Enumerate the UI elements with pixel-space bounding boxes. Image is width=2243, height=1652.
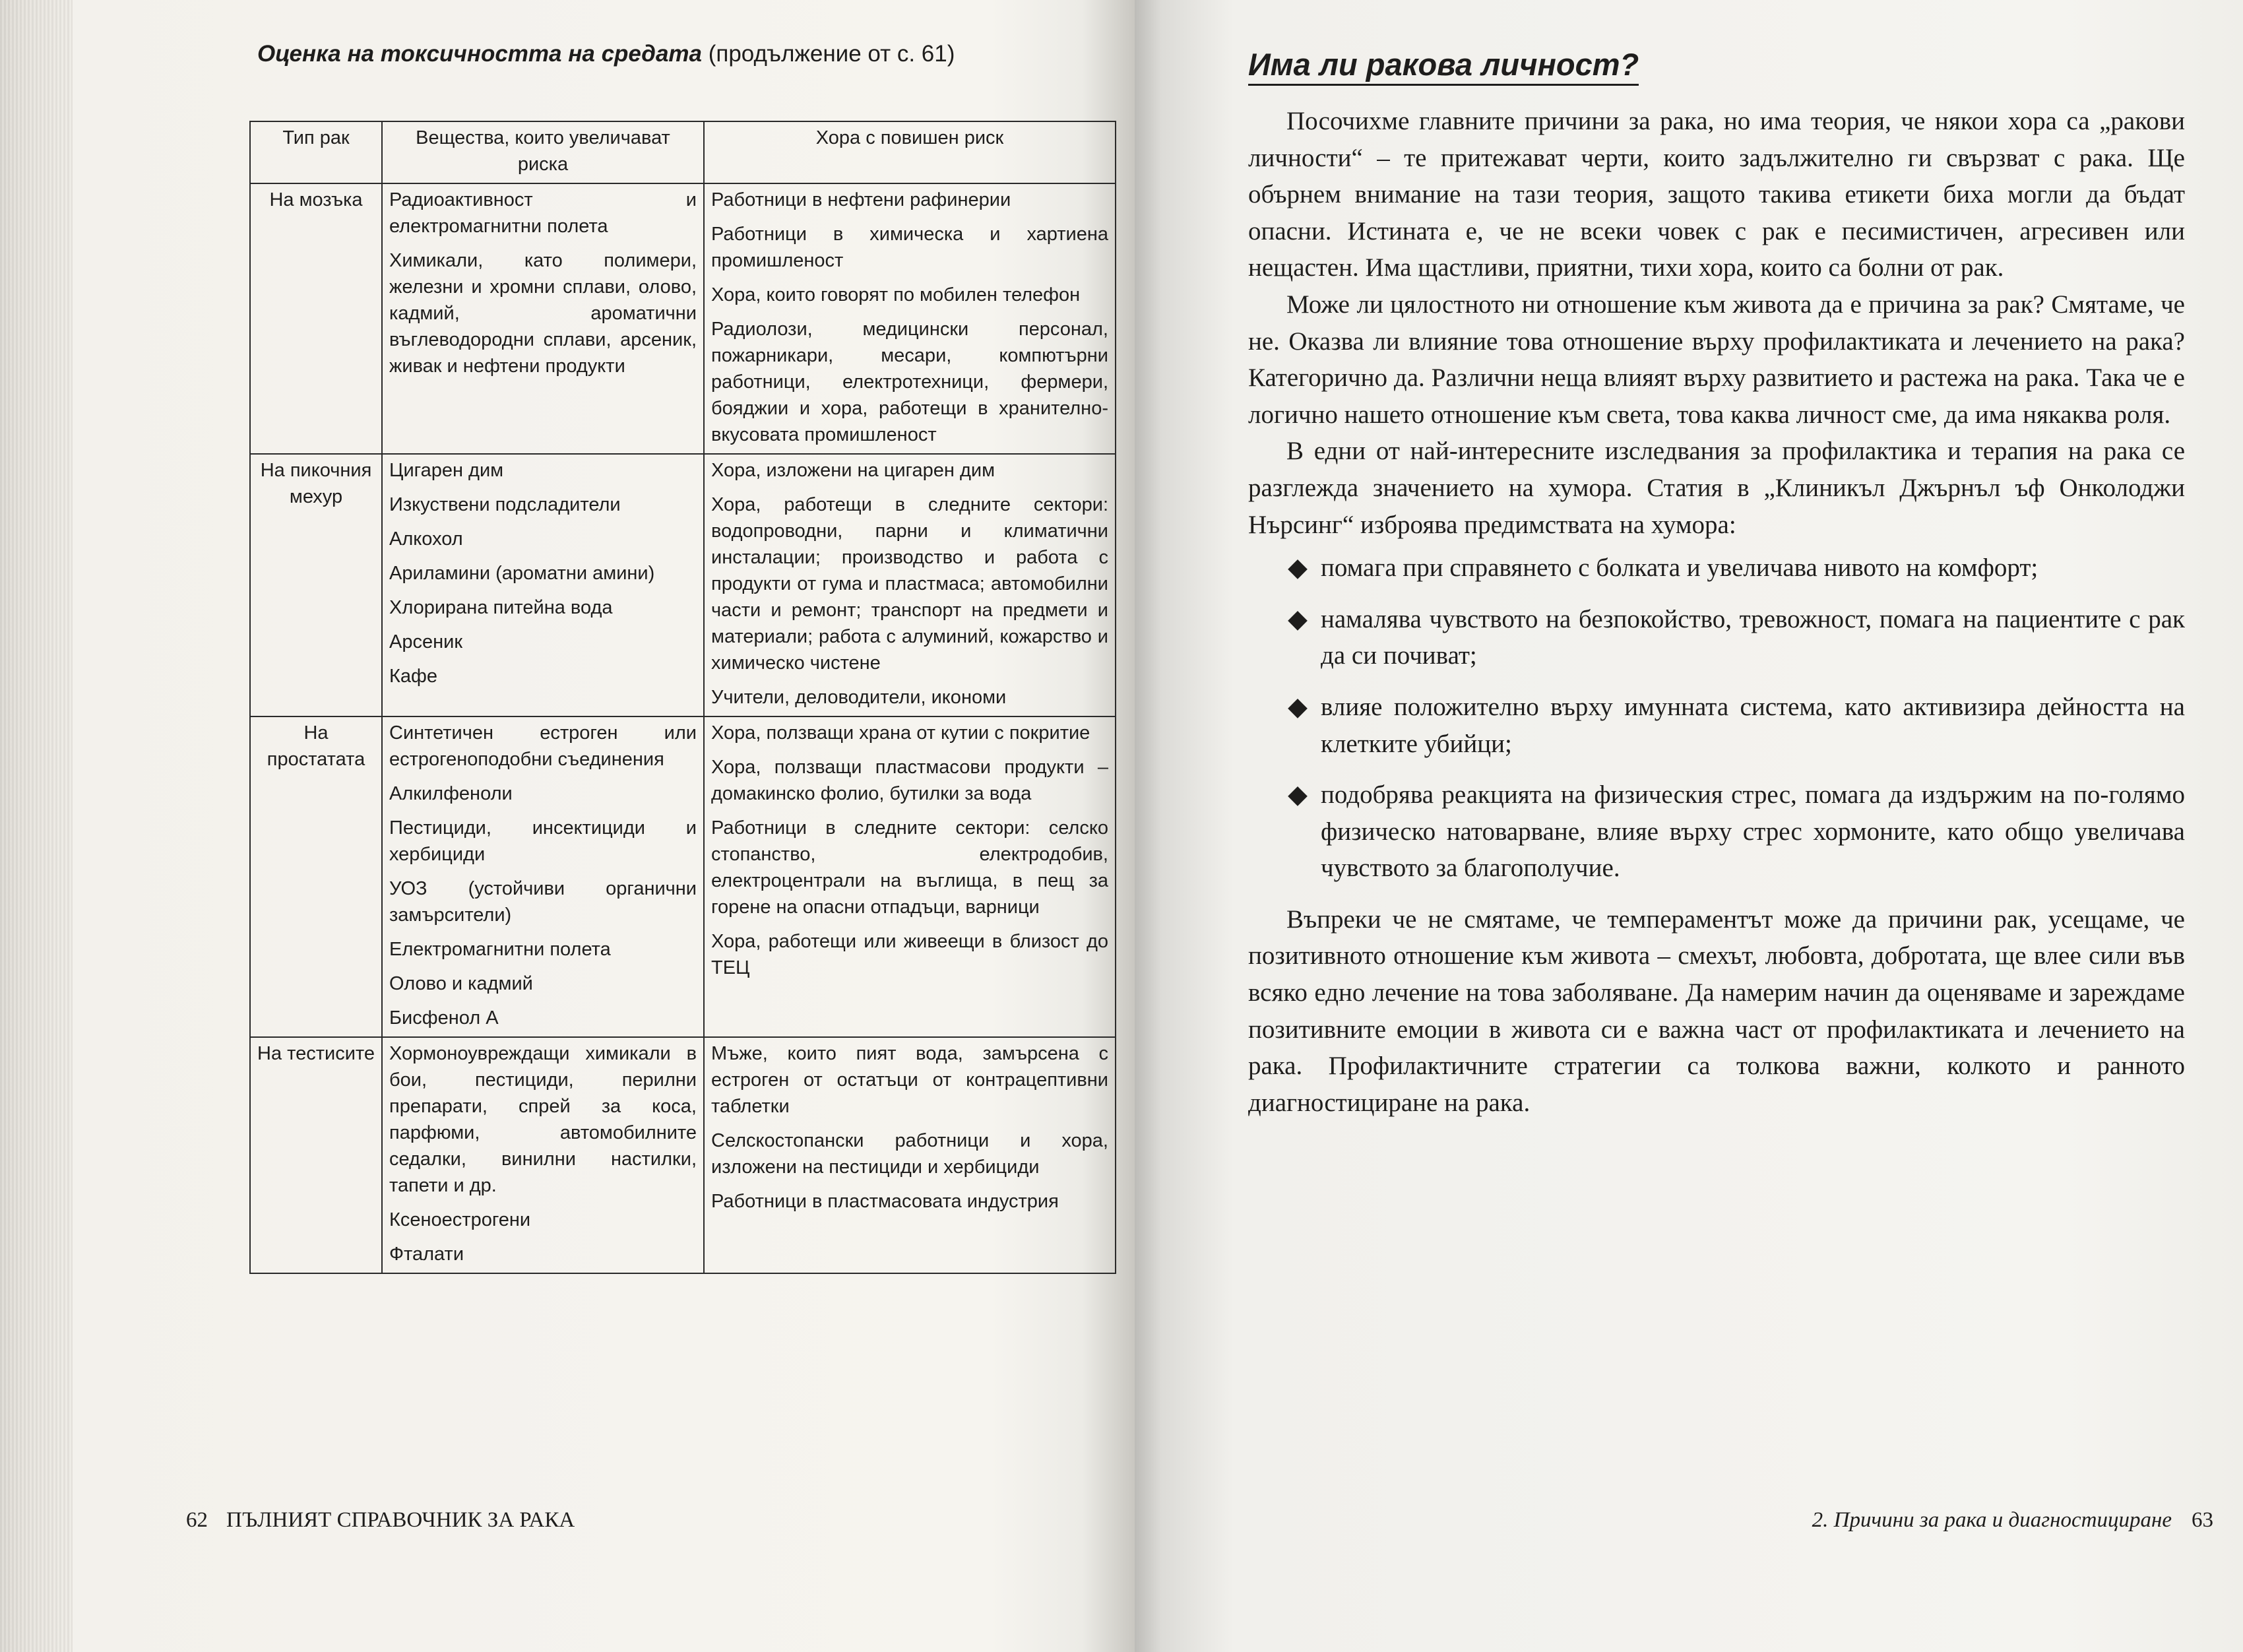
bullet-icon: ◆ [1288, 780, 1308, 810]
people-item: Радиолози, медицински персонал, пожарникари, месари, компютърни работници, електротехници, фермери, бояджии и хора, работещи в хранително-вкусовата промишленост [711, 319, 1108, 445]
substance-item: Изкуствени подсладители [389, 494, 621, 515]
cancer-type-cell: На мозъка [250, 183, 382, 454]
right-footer [1812, 1508, 2213, 1533]
substance-item: Алкилфеноли [389, 783, 513, 804]
substance-item: Хлорирана питейна вода [389, 597, 613, 618]
cancer-type-cell: На простатата [250, 716, 382, 1037]
right-page-number: 63 [2192, 1508, 2213, 1532]
toxicity-table [249, 121, 1116, 1274]
people-item: Хора, ползващи пластмасови продукти – домакинско фолио, бутилки за вода [711, 757, 1108, 804]
substance-item: Фталати [389, 1244, 464, 1265]
list-item [1248, 777, 2185, 887]
paragraph: Може ли цялостното ни отношение към живота да е причина за рак? Смятаме, че не. Оказва ли влияние това отношение върху профилактиката и лечението на рака? Категорично да. Различни неща влияят върху развитието и растежа на рака. Така че е логично нашето отношение към света, това каква личност сме, да има някаква роля. [1248, 290, 2185, 429]
paragraph: В едни от най-интересните изследвания за профилактика и терапия на рака се разглежда значението на хумора. Статия в „Клиникъл Джърнъл ъф Онколоджи Нърсинг“ изброява предимствата на хумора: [1248, 437, 2185, 539]
list-item [1248, 550, 2185, 587]
header-people: Хора с повишен риск [704, 121, 1116, 183]
substances-cell [382, 1037, 704, 1273]
substance-item: Ксеноестрогени [389, 1209, 531, 1230]
running-title-bold: Оценка на токсичността на средата [257, 41, 702, 67]
substance-item: Олово и кадмий [389, 973, 533, 994]
substance-item: Пестициди, инсектициди и хербициди [389, 817, 697, 865]
people-cell [704, 454, 1116, 716]
bullet-icon: ◆ [1288, 692, 1308, 721]
people-item: Работници в пластмасовата индустрия [711, 1191, 1059, 1212]
table-header-row [250, 121, 1116, 183]
people-item: Учители, деловодители, икономи [711, 687, 1007, 708]
people-item: Работници в химическа и хартиена промишленост [711, 224, 1108, 271]
header-substances: Вещества, които увеличават риска [382, 121, 704, 183]
chapter-title: 2. Причини за рака и диагностициране [1812, 1508, 2172, 1532]
substances-cell [382, 454, 704, 716]
substance-item: Ариламини (ароматни амини) [389, 563, 655, 584]
people-item: Хора, изложени на цигарен дим [711, 460, 995, 481]
table-row [250, 454, 1116, 716]
header-cancer-type: Тип рак [250, 121, 382, 183]
people-cell [704, 1037, 1116, 1273]
left-footer [186, 1508, 575, 1533]
substance-item: Бисфенол А [389, 1007, 499, 1029]
people-cell [704, 183, 1116, 454]
substance-item: Кафе [389, 666, 438, 687]
substance-item: Арсеник [389, 631, 463, 652]
paragraph: Посочихме главните причини за рака, но има теория, че някои хора са „ракови личности“ – те притежават черти, които задължително ги свързват с рака. Ще обърнем внимание на тази теория, защото такива етикети биха могли да бъдат опасни. Истината е, че не всеки човек с рак е песимистичен, агресивен или нещастен. Има щастливи, приятни, тихи хора, които са болни от рак. [1248, 107, 2185, 282]
running-title [257, 41, 955, 67]
people-item: Хора, работещи или живеещи в близост до ТЕЦ [711, 931, 1108, 978]
substance-item: Електромагнитни полета [389, 939, 611, 960]
table-body [250, 183, 1116, 1273]
people-item: Работници в следните сектори: селско стопанство, електродобив, електроцентрали на въглища, в пещ за горене на опасни отпадъци, варници [711, 817, 1108, 918]
people-item: Хора, ползващи храна от кутии с покритие [711, 722, 1090, 744]
substances-cell [382, 716, 704, 1037]
substance-item: Синтетичен естроген или естрогеноподобни съединения [389, 722, 697, 770]
table-row [250, 1037, 1116, 1273]
substance-item: Цигарен дим [389, 460, 504, 481]
running-title-rest: (продължение от с. 61) [702, 41, 955, 67]
people-item: Работници в нефтени рафинерии [711, 189, 1011, 210]
people-cell [704, 716, 1116, 1037]
table-row [250, 716, 1116, 1037]
list-item [1248, 601, 2185, 674]
body-text [1248, 103, 2185, 1121]
cancer-type-cell: На пикочния мехур [250, 454, 382, 716]
substance-item: Алкохол [389, 528, 463, 550]
section-title: Има ли ракова личност? [1248, 46, 1639, 86]
people-item: Селскостопански работници и хора, изложени на пестициди и хербициди [711, 1130, 1108, 1178]
substance-item: Радиоактивност и електромагнитни полета [389, 189, 697, 237]
left-page-number: 62 [186, 1508, 208, 1532]
table-row [250, 183, 1116, 454]
substances-cell [382, 183, 704, 454]
list-item-text: помага при справянето с болката и увеличава нивото на комфорт; [1321, 554, 2038, 583]
cancer-type-cell: На тестисите [250, 1037, 382, 1273]
bullet-icon: ◆ [1288, 554, 1308, 583]
list-item-text: подобрява реакцията на физическия стрес, помага да издържим на по-голямо физическо натоварване, влияе върху стрес хормоните, като общо увеличава чувството за благополучие. [1321, 780, 2185, 883]
people-item: Хора, които говорят по мобилен телефон [711, 284, 1081, 305]
substance-item: Химикали, като полимери, железни и хромни сплави, олово, кадмий, ароматични въглеводородни сплави, арсеник, живак и нефтени продукти [389, 250, 697, 377]
humor-benefits-list [1248, 550, 2185, 887]
list-item-text: намалява чувството на безпокойство, тревожност, помага на пациентите с рак да си почиват; [1321, 604, 2185, 670]
list-item-text: влияе положително върху имунната система, като активизира дейността на клетките убийци; [1321, 692, 2185, 758]
substance-item: Хормоноувреждащи химикали в бои, пестициди, перилни препарати, спрей за коса, парфюми, автомобилните седалки, винилни настилки, тапети и др. [389, 1043, 697, 1196]
page-edge [0, 0, 73, 1652]
closing-paragraph: Въпреки че не смятаме, че темпераментът може да причини рак, усещаме, че позитивното отношение към живота – смехът, любовта, добротата, ще влее сили във всяко едно лечение на това заболяване. Да намерим начин да оценяваме и зареждаме позитивните емоции в живота си е важна част от профилактиката и лечението на рака. Профилактичните стратегии са толкова важни, колкото и ранното диагностициране на рака. [1248, 905, 2185, 1117]
list-item [1248, 689, 2185, 762]
people-item: Хора, работещи в следните сектори: водопроводни, парни и климатични инсталации; производство и работа с продукти от гума и пластмаса; автомобилни части и ремонт; транспорт на предмети и материали; работа с алуминий, кожарство и химическо чистене [711, 494, 1108, 674]
bullet-icon: ◆ [1288, 604, 1308, 633]
book-title: ПЪЛНИЯТ СПРАВОЧНИК ЗА РАКА [226, 1508, 575, 1532]
people-item: Мъже, които пият вода, замърсена с естроген от остатъци от контрацептивни таблетки [711, 1043, 1108, 1117]
right-page [1135, 0, 2243, 1652]
substance-item: УОЗ (устойчиви органични замърсители) [389, 878, 697, 926]
